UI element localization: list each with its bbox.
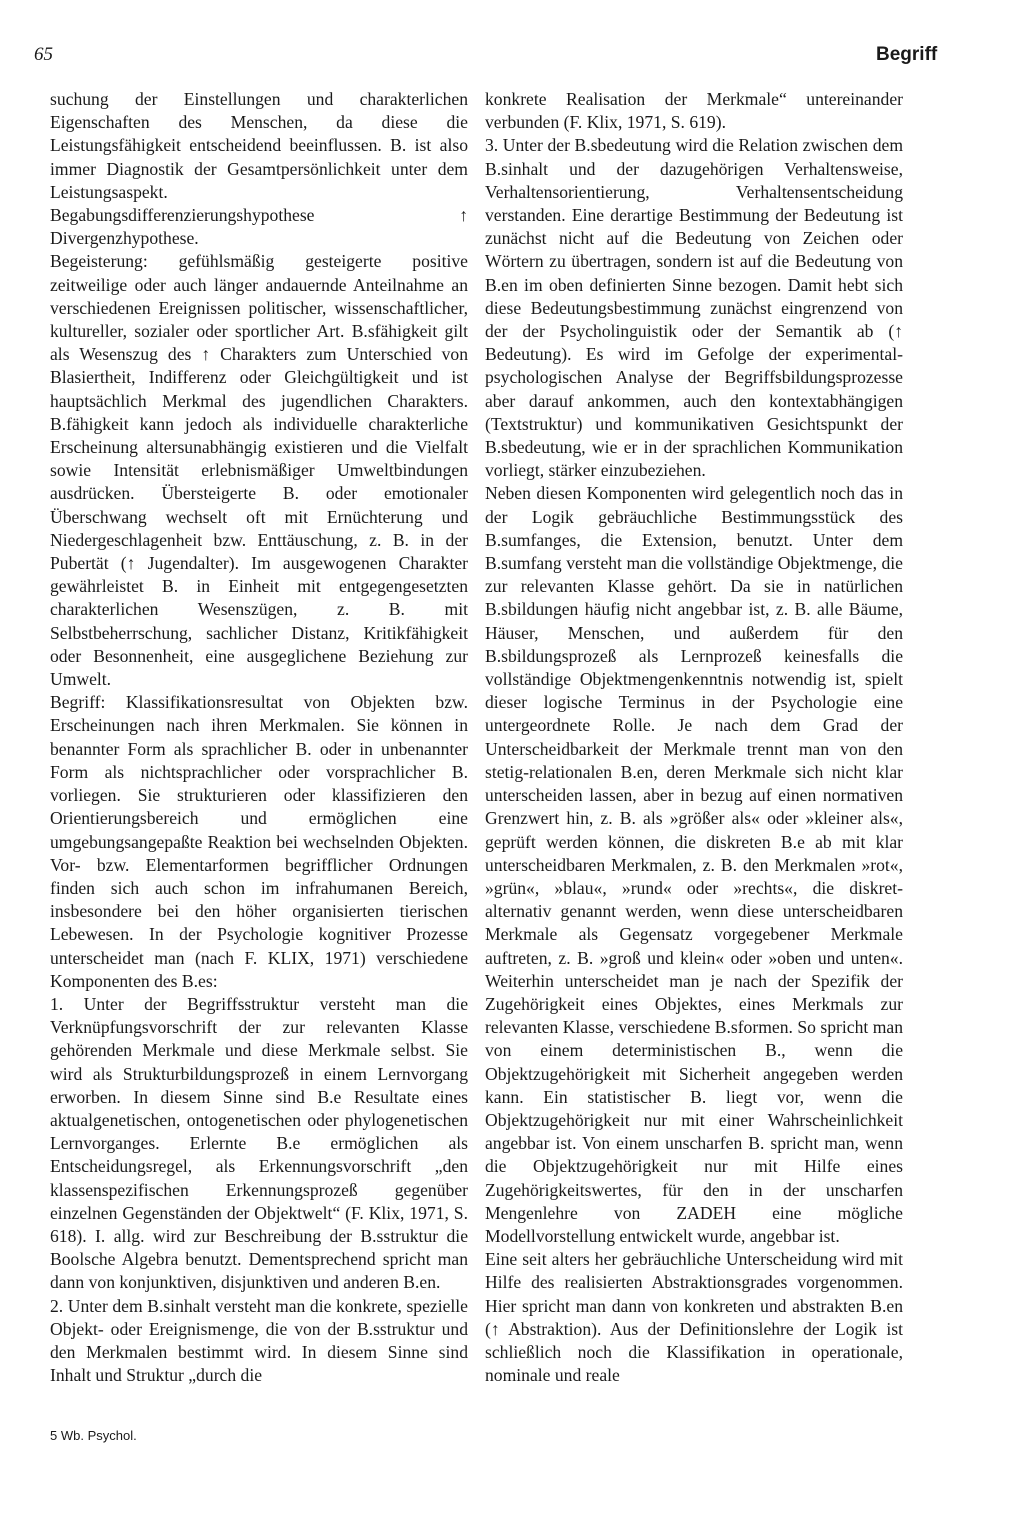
- paragraph: 1. Unter der Begriffsstruktur versteht man die Verknüpfungsvorschrift der zur relevanten Klasse gehörenden Merkmale und diese Merkmale selbst. Sie wird als Strukturbildungsprozeß in einem Lernvorgang erworben. In diesem Sinne sind B.e Resultate eines aktualgenetischen, ontogenetischen oder phylogenetischen Lernvorganges. Erlernte B.e ermöglichen als Entscheidungsregel, als Erkennungsvorschrift „den klassenspezifischen Erkennungsprozeß gegenüber einzelnen Gegenständen der Objektwelt“ (F. Klix, 1971, S. 618). I. allg. wird zur Beschreibung der B.sstruktur die Boolsche Algebra benutzt. Dementsprechend spricht man dann von konjunktiven, disjunktiven und anderen B.en.: [50, 993, 468, 1293]
- paragraph: 2. Unter dem B.sinhalt versteht man die konkrete, spezielle Objekt- oder Ereignismenge, die von der B.sstruktur und den Merkmalen bestimmt wird. In diesem Sinne sind Inhalt und Struktur „durch die: [50, 1295, 468, 1386]
- paragraph: konkrete Realisation der Merkmale“ untereinander verbunden (F. Klix, 1971, S. 619).: [485, 89, 903, 133]
- paragraph: 3. Unter der B.sbedeutung wird die Relation zwischen dem B.sinhalt und der dazugehörigen Verhaltensweise, Verhaltensorientierung, Verhaltensentscheidung verstanden. Eine derartige Bestimmung der Bedeutung ist zunächst nicht auf die Bedeutung von Zeichen oder Wörtern zu übertragen, sondern ist auf die Bedeutung von B.en im oben definierten Sinne bezogen. Damit hebt sich diese Bedeutungsbestimmung zunächst eingrenzend von der der Psycholinguistik oder der Semantik ab (↑ Bedeutung). Es wird im Gefolge der experimental-psychologischen Analyse der Begriffsbildungsprozesse aber darauf ankommen, auch den kontextabhängigen (Textstruktur) und kommunikativen Gesichtspunkt der B.sbedeutung, wie er in der sprachlichen Kommunikation vorliegt, stärker einzubeziehen.: [485, 135, 903, 481]
- paragraph: Neben diesen Komponenten wird gelegentlich noch das in der Logik gebräuchliche Bestimmungsstück des B.sumfanges, die Extension, benutzt. Unter dem B.sumfang versteht man die vollständige Objektmenge, die zur relevanten Klasse gehört. Da sie in natürlichen B.sbildungen häufig nicht angebbar ist, z. B. alle Bäume, Häuser, Menschen, und außerdem für den B.sbildungsprozeß als Lernprozeß keinesfalls die vollständige Objektmengenkenntnis notwendig ist, spielt dieser logische Terminus in der Psychologie eine untergeordnete Rolle. Je nach dem Grad der Unterscheidbarkeit der Merkmale trennt man von den stetig-relationalen B.en, deren Merkmale sich nicht klar unterscheiden lassen, aber in bezug auf einen normativen Grenzwert hin, z. B. als »größer als« oder »kleiner als«, geprüft werden können, die diskreten B.e ab mit klar unterscheidbaren Merkmalen, z. B. den Merkmalen »rot«, »grün«, »blau«, »rund« oder »rechts«, die diskret-alternativ genannt werden, wenn diese unterscheidbaren Merkmale als Gegensatz vorgegebener Merkmale auftreten, z. B. »groß und klein« oder »oben und unten«. Weiterhin unterscheidet man je nach der Spezifik der Zugehörigkeit eines Objektes, eines Merkmals zur relevanten Klasse, verschiedene B.sformen. So spricht man von einem deterministischen B., wenn die Objektzugehörigkeit mit Sicherheit angegeben werden kann. Ein statistischer B. liegt vor, wenn die Objektzugehörigkeit nur mit einer Wahrscheinlichkeit angebbar ist. Von einem unscharfen B. spricht man, wenn die Objektzugehörigkeit nur mit Hilfe eines Zugehörigkeitswertes, für den in der unscharfen Mengenlehre von ZADEH eine mögliche Modellvorstellung entwickelt wurde, angebbar ist.: [485, 483, 903, 1246]
- paragraph: Begeisterung: gefühlsmäßig gesteigerte positive zeitweilige oder auch länger andauernde Anteilnahme an verschiedenen Ereignissen politischer, wissenschaftlicher, kultureller, sozialer oder sportlicher Art. B.sfähigkeit gilt als Wesenszug des ↑ Charakters zum Unterschied von Blasiertheit, Indifferenz oder Gleichgültigkeit und ist hauptsächlich Merkmal des jugendlichen Charakters. B.fähigkeit kann jedoch als individuelle charakterliche Erscheinung altersunabhängig existieren und die Vielfalt sowie Intensität erlebnismäßiger Umweltbindungen ausdrücken. Übersteigerte B. oder emotionaler Überschwang wechselt oft mit Ernüchterung und Niedergeschlagenheit bzw. Enttäuschung, z. B. in der Pubertät (↑ Jugendalter). Im ausgewogenen Charakter gewährleistet B. in Einheit mit entgegengesetzten charakterlichen Wesenszügen, z. B. mit Selbstbeherrschung, sachlicher Distanz, Kritikfähigkeit oder Besonnenheit, eine ausgeglichene Beziehung zur Umwelt.: [50, 251, 468, 690]
- paragraph: Begabungsdifferenzierungshypothese ↑ Divergenzhypothese.: [50, 205, 468, 249]
- right-column: [485, 88, 903, 1387]
- paragraph: Eine seit alters her gebräuchliche Unterscheidung wird mit Hilfe des realisierten Abstraktionsgrades vorgenommen. Hier spricht man dann von konkreten und abstrakten B.en (↑ Abstraktion). Aus der Definitionslehre der Logik ist schließlich noch die Klassifikation in operationale, nominale und reale: [485, 1249, 903, 1386]
- left-column: [50, 88, 468, 1387]
- page-number: 65: [34, 44, 53, 65]
- paragraph: Begriff: Klassifikationsresultat von Objekten bzw. Erscheinungen nach ihren Merkmalen. Sie können in benannter Form als sprachlicher B. oder in unbenannter Form als nichtsprachlicher oder vorsprachlicher B. vorliegen. Sie strukturieren oder klassifizieren den Orientierungsbereich und ermöglichen eine umgebungsangepaßte Reaktion bei wechselnden Objekten. Vor- bzw. Elementarformen begrifflicher Ordnungen finden sich auch schon im infrahumanen Bereich, insbesondere bei den höher organisierten tierischen Lebewesen. In der Psychologie kognitiver Prozesse unterscheidet man (nach F. KLIX, 1971) verschiedene Komponenten des B.es:: [50, 692, 468, 991]
- running-head: Begriff: [876, 44, 938, 65]
- page-header: [34, 44, 938, 74]
- paragraph: suchung der Einstellungen und charakterlichen Eigenschaften des Menschen, da diese die Leistungsfähigkeit entscheidend beeinflussen. B. ist also immer Diagnostik der Gesamtpersönlichkeit unter dem Leistungsaspekt.: [50, 89, 468, 202]
- page-footer: 5 Wb. Psychol.: [50, 1428, 137, 1443]
